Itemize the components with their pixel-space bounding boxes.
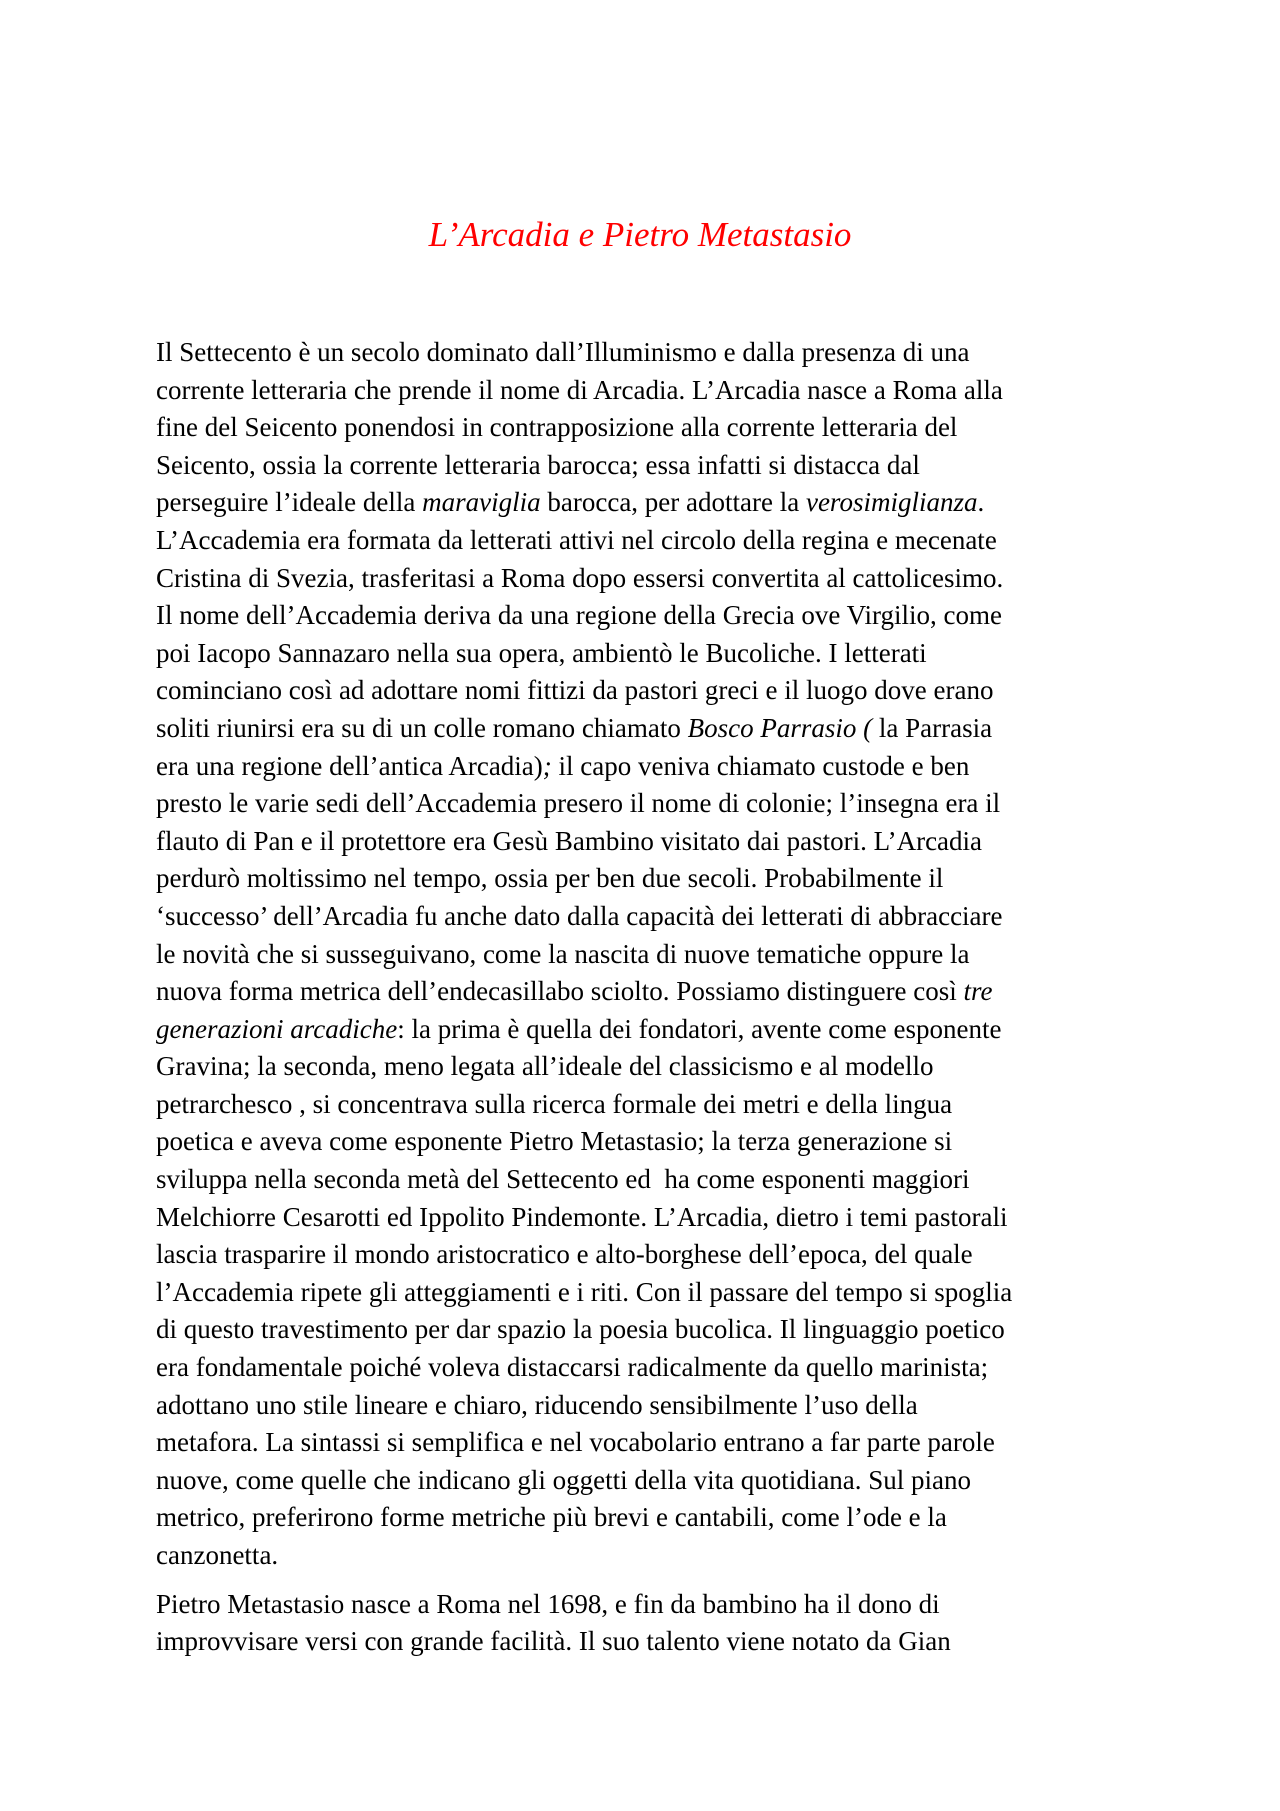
text-line	[156, 898, 1126, 936]
text-line	[156, 1048, 1126, 1086]
text-line	[156, 484, 1126, 522]
text-line	[156, 785, 1126, 823]
text-line	[156, 334, 1126, 372]
italic-text: generazioni arcadiche	[156, 1013, 398, 1044]
text-line	[156, 1311, 1126, 1349]
text-run: improvvisare versi con grande facilità. Il suo talento viene notato da Gian	[156, 1626, 951, 1657]
text-line	[156, 823, 1126, 861]
text-run: adottano uno stile lineare e chiaro, riducendo sensibilmente l’uso della	[156, 1389, 918, 1420]
text-line	[156, 1199, 1126, 1237]
text-run: metrico, preferirono forme metriche più brevi e cantabili, come l’ode e la	[156, 1502, 947, 1533]
text-line	[156, 1623, 1126, 1661]
text-line	[156, 560, 1126, 598]
italic-text: tre	[963, 976, 993, 1007]
text-line	[156, 522, 1126, 560]
text-line	[156, 973, 1126, 1011]
text-line	[156, 1086, 1126, 1124]
text-line	[156, 1274, 1126, 1312]
text-run: nuova forma metrica dell’endecasillabo sciolto. Possiamo distinguere così	[156, 976, 964, 1007]
text-run: Melchiorre Cesarotti ed Ippolito Pindemonte. L’Arcadia, dietro i temi pastorali	[156, 1201, 1008, 1232]
text-line	[156, 710, 1126, 748]
text-run: perseguire l’ideale della	[156, 487, 423, 518]
text-run: Il nome dell’Accademia deriva da una regione della Grecia ove Virgilio, come	[156, 600, 1003, 631]
text-line	[156, 936, 1126, 974]
text-run: poi Iacopo Sannazaro nella sua opera, ambientò le Bucoliche. I letterati	[156, 637, 927, 668]
text-run: lascia trasparire il mondo aristocratico e alto-borghese dell’epoca, del quale	[156, 1239, 973, 1270]
text-run: flauto di Pan e il protettore era Gesù Bambino visitato dai pastori. L’Arcadia	[156, 825, 983, 856]
text-line	[156, 1123, 1126, 1161]
text-run: l’Accademia ripete gli atteggiamenti e i riti. Con il passare del tempo si spoglia	[156, 1276, 1013, 1307]
text-run: Il Settecento è un secolo dominato dall’Illuminismo e dalla presenza di una	[156, 337, 970, 367]
text-run: era una regione dell’antica Arcadia)	[156, 750, 543, 781]
text-run: barocca, per adottare la	[540, 487, 806, 518]
italic-text: Bosco Parrasio (	[687, 712, 873, 743]
text-line	[156, 372, 1126, 410]
text-run: corrente letteraria che prende il nome di Arcadia. L’Arcadia nasce a Roma alla	[156, 374, 1003, 405]
text-run: L’Accademia era formata da letterati attivi nel circolo della regina e mecenate	[156, 524, 997, 555]
text-line	[156, 635, 1126, 673]
italic-text: maraviglia	[422, 487, 541, 518]
text-line	[156, 1586, 1126, 1624]
text-run: era fondamentale poiché voleva distaccarsi radicalmente da quello marinista;	[156, 1352, 989, 1383]
page-title: L’Arcadia e Pietro Metastasio	[428, 215, 852, 254]
paragraph	[156, 334, 1126, 1575]
text-run: fine del Seicento ponendosi in contrapposizione alla corrente letteraria del	[156, 412, 958, 443]
text-line	[156, 409, 1126, 447]
text-line	[156, 597, 1126, 635]
text-line	[156, 860, 1126, 898]
text-line	[156, 672, 1126, 710]
text-run: petrarchesco , si concentrava sulla ricerca formale dei metri e della lingua	[156, 1088, 953, 1119]
italic-text: verosimiglianza	[805, 487, 978, 518]
text-run: nuove, come quelle che indicano gli oggetti della vita quotidiana. Sul piano	[156, 1464, 972, 1495]
text-run: presto le varie sedi dell’Accademia presero il nome di colonie; l’insegna era il	[156, 788, 1001, 819]
text-run: cominciano così ad adottare nomi fittizi da pastori greci e il luogo dove erano	[156, 675, 994, 706]
text-run: la Parrasia	[872, 712, 993, 743]
document-body	[156, 334, 1126, 1661]
text-line	[156, 1349, 1126, 1387]
text-line	[156, 1161, 1126, 1199]
text-run: le novità che si susseguivano, come la nascita di nuove tematiche oppure la	[156, 938, 970, 969]
text-line	[156, 1387, 1126, 1425]
text-run: il capo veniva chiamato custode e ben	[551, 750, 970, 781]
text-run: .	[977, 487, 985, 518]
text-line	[156, 1236, 1126, 1274]
text-run: metafora. La sintassi si semplifica e nel vocabolario entrano a far parte parole	[156, 1427, 995, 1458]
paragraph	[156, 1586, 1126, 1661]
text-run: sviluppa nella seconda metà del Settecento ed ha come esponenti maggiori	[156, 1164, 970, 1195]
text-line	[156, 447, 1126, 485]
text-run: poetica e aveva come esponente Pietro Metastasio; la terza generazione si	[156, 1126, 953, 1157]
text-run: soliti riunirsi era su di un colle romano chiamato	[156, 712, 688, 743]
text-line	[156, 748, 1126, 786]
text-line	[156, 1499, 1126, 1537]
text-line	[156, 1011, 1126, 1049]
text-run: : la prima è quella dei fondatori, avente come esponente	[397, 1013, 1002, 1044]
text-run: Cristina di Svezia, trasferitasi a Roma dopo essersi convertita al cattolicesimo.	[156, 562, 1004, 593]
text-line	[156, 1424, 1126, 1462]
text-run: Seicento, ossia la corrente letteraria barocca; essa infatti si distacca dal	[156, 449, 920, 480]
text-run: di questo travestimento per dar spazio la poesia bucolica. Il linguaggio poetico	[156, 1314, 1005, 1345]
italic-text: ;	[542, 750, 552, 781]
text-run: canzonetta.	[156, 1540, 279, 1570]
text-run: Gravina; la seconda, meno legata all’ideale del classicismo e al modello	[156, 1051, 934, 1082]
text-run: Pietro Metastasio nasce a Roma nel 1698, e fin da bambino ha il dono di	[156, 1588, 940, 1619]
text-run: perdurò moltissimo nel tempo, ossia per ben due secoli. Probabilmente il	[156, 863, 944, 894]
text-run: ‘successo’ dell’Arcadia fu anche dato dalla capacità dei letterati di abbracciare	[156, 900, 1003, 931]
text-line	[156, 1537, 1126, 1575]
text-line	[156, 1462, 1126, 1500]
